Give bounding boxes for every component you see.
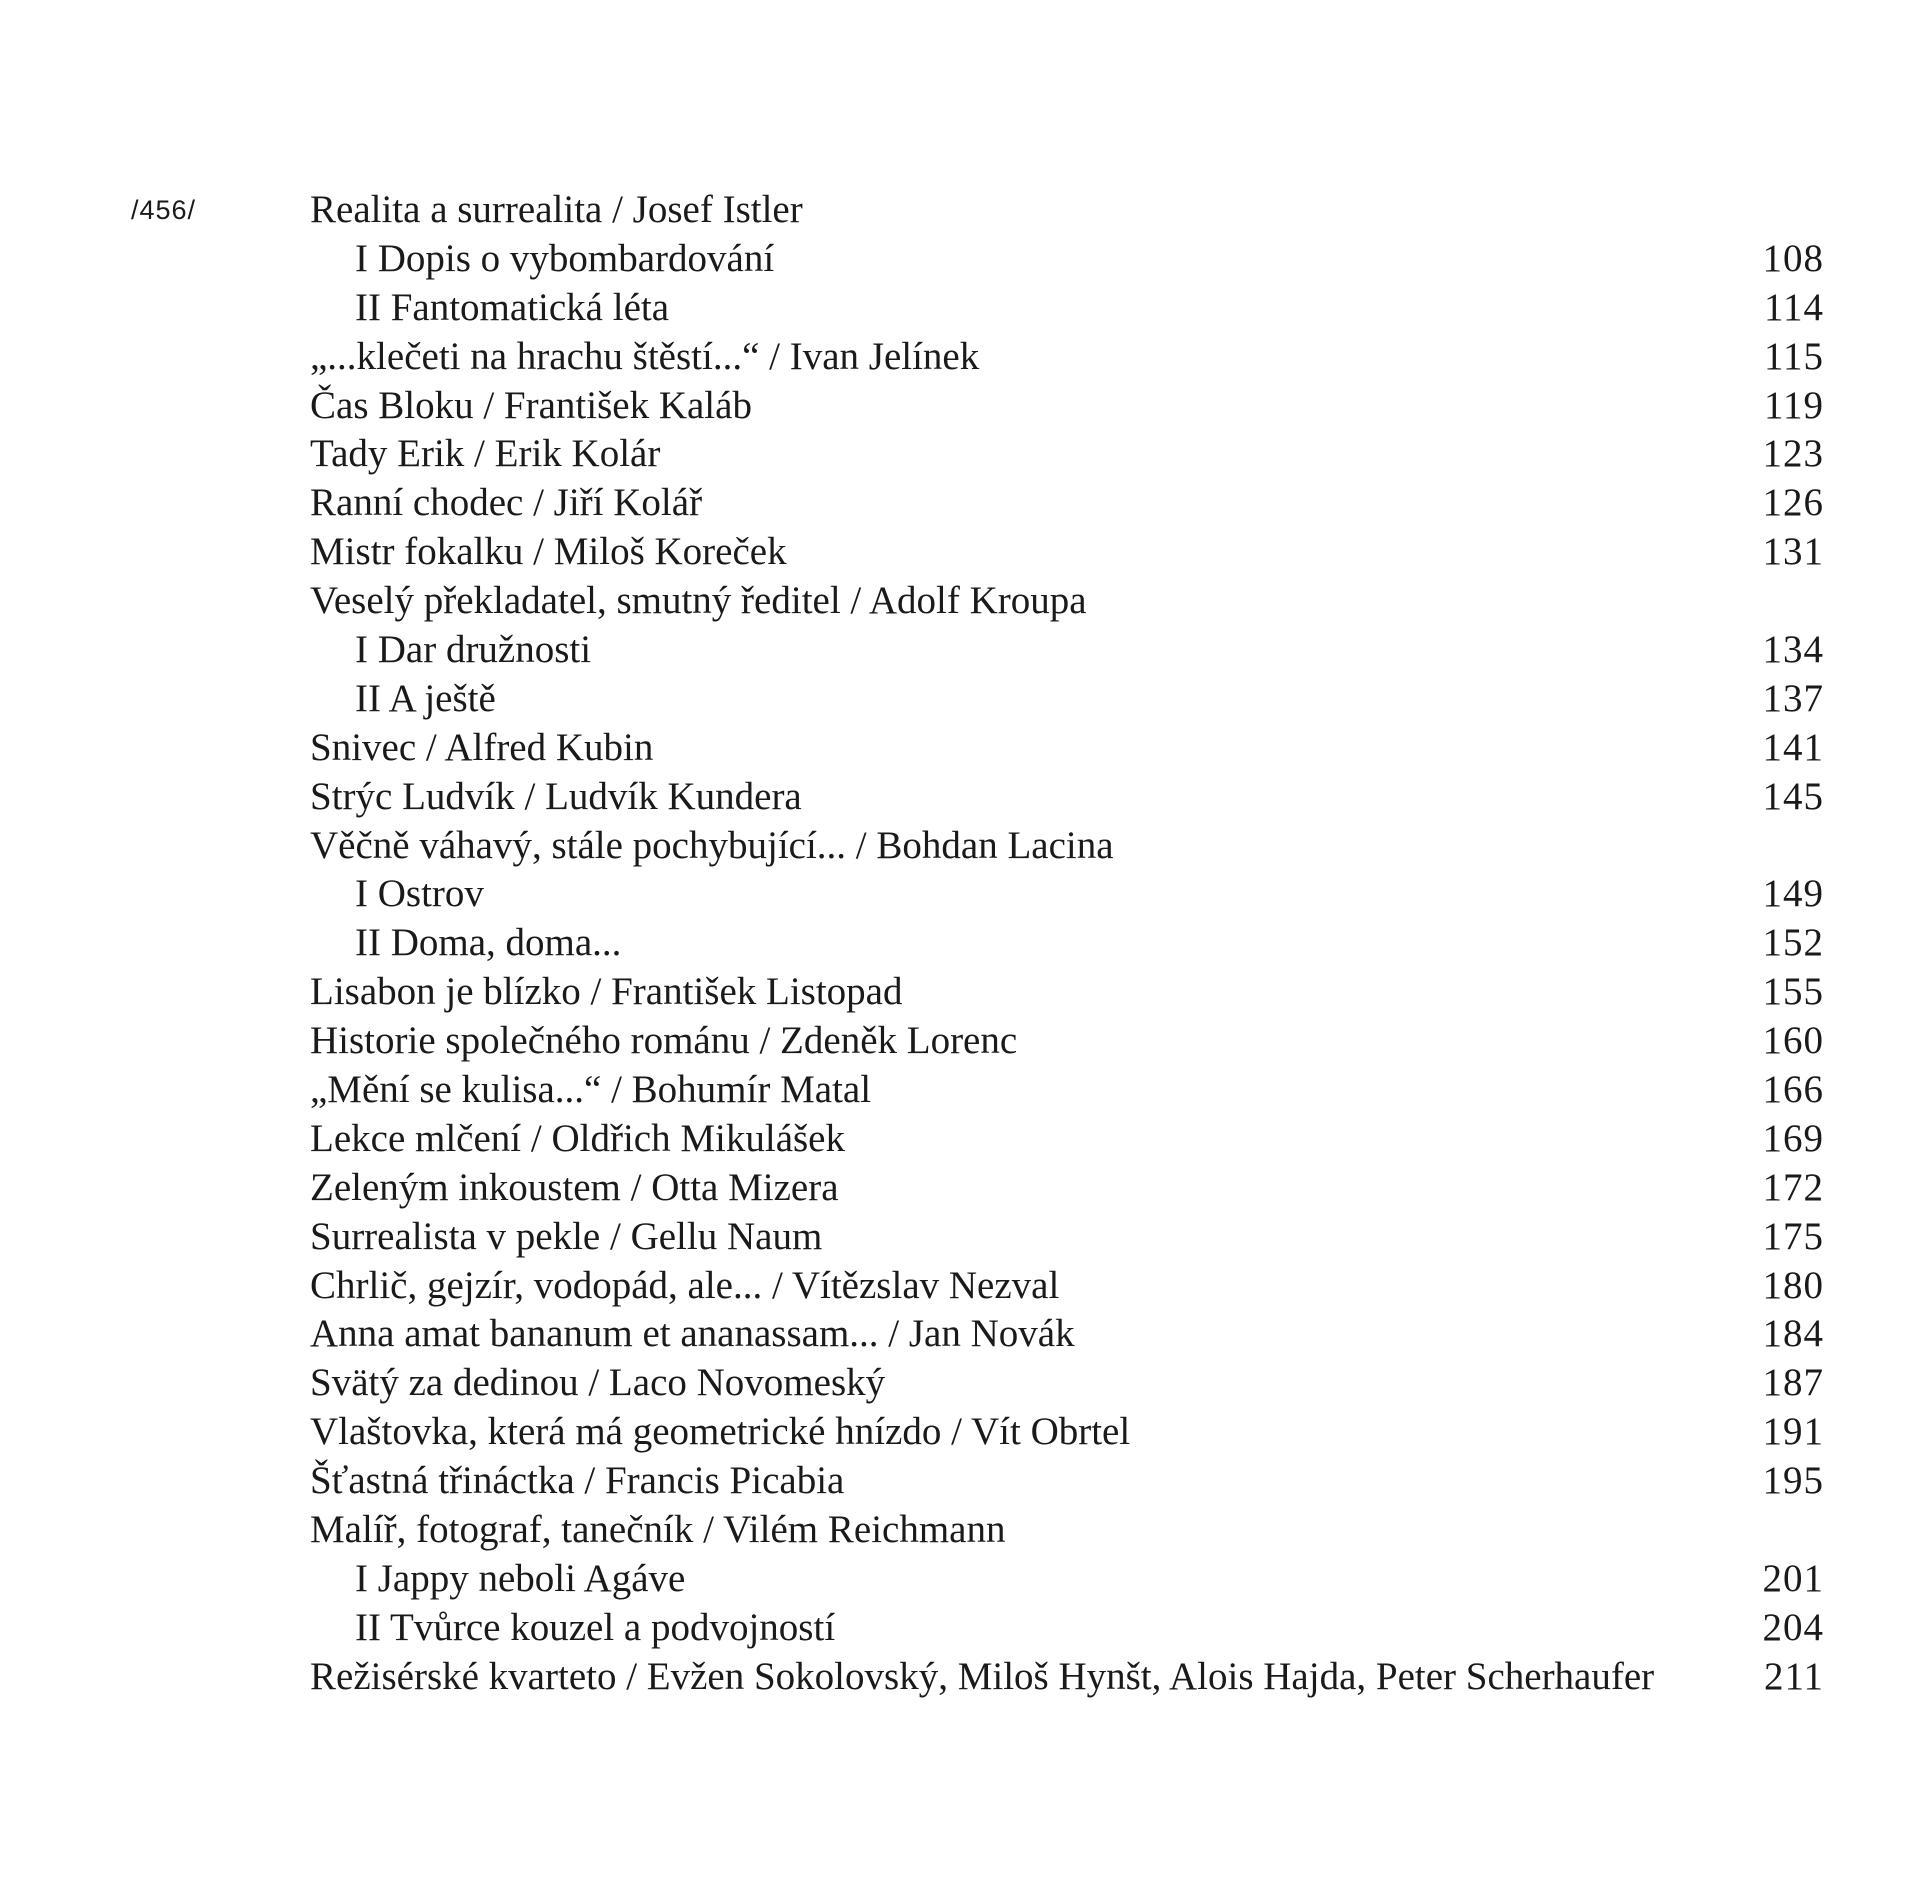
toc-entry-title: Realita a surrealita / Josef Istler [310,188,803,231]
toc-entry-page: 152 [1762,921,1824,965]
toc-entry [310,1408,1824,1457]
toc-entry-title: Režisérské kvarteto / Evžen Sokolovský, Miloš Hynšt, Alois Hajda, Peter Scherhaufer [310,1654,1655,1698]
toc-entry-title: Surrealista v pekle / Gellu Naum [310,1214,823,1258]
toc-entry-page: 123 [1762,432,1824,476]
toc-subentry [310,626,1824,675]
toc-entry [310,333,1824,382]
toc-entry-page: 201 [1762,1556,1824,1600]
toc-subentry [310,919,1824,968]
toc-entry [310,430,1824,479]
toc-subentry [310,284,1824,333]
toc-entry-page: 172 [1762,1165,1824,1209]
toc-entry-title: „...klečeti na hrachu štěstí...“ / Ivan Jelínek [310,334,980,378]
toc-entry-title: Zeleným inkoustem / Otta Mizera [310,1165,839,1209]
toc-entry [310,382,1824,431]
toc-entry [310,968,1824,1017]
toc-subentry [310,1604,1824,1653]
toc-entry-title: Věčně váhavý, stále pochybující... / Bohdan Lacina [310,823,1114,867]
toc-entry-page: 184 [1762,1312,1824,1356]
toc-entry-title: Vlaštovka, která má geometrické hnízdo / Vít Obrtel [310,1410,1131,1454]
toc-entry-page: 191 [1762,1410,1824,1454]
toc-entry-title: Lekce mlčení / Oldřich Mikulášek [310,1116,845,1160]
toc-entry-page: 115 [1763,334,1824,378]
toc-entry [310,822,1824,871]
toc-entry-title: Čas Bloku / František Kaláb [310,383,752,427]
toc-entry [310,724,1824,773]
toc-entry-title: Strýc Ludvík / Ludvík Kundera [310,774,802,818]
toc-entry-page: 195 [1762,1459,1824,1503]
toc-entry-page: 160 [1762,1019,1824,1063]
toc-entry [310,1164,1824,1213]
toc-entry-title: Tady Erik / Erik Kolár [310,432,661,476]
toc-subentry [310,870,1824,919]
toc-entry [310,1262,1824,1311]
toc-entry-title: Svätý za dedinou / Laco Novomeský [310,1361,886,1405]
toc-entry-page: 187 [1762,1361,1824,1405]
toc-entry [310,479,1824,528]
toc-entry-title: „Mění se kulisa...“ / Bohumír Matal [310,1068,872,1112]
toc-entry [310,1457,1824,1506]
toc-entry-title: Šťastná třináctka / Francis Picabia [310,1459,845,1503]
toc-entry-page: 131 [1762,530,1824,574]
toc-entry [310,1506,1824,1555]
toc-entry-title: I Dopis o vybombardování [355,236,775,280]
toc-entry-page: 119 [1763,383,1824,427]
toc-entry-page: 126 [1762,481,1824,525]
toc-entry-title: I Ostrov [355,872,484,916]
toc-entry-title: Malíř, fotograf, tanečník / Vilém Reichmann [310,1508,1006,1552]
toc-entry-page: 134 [1762,628,1824,672]
toc-entry [310,577,1824,626]
toc-entry [310,186,1824,235]
toc-entry-title: II A ještě [355,676,496,720]
toc-entry-title: Veselý překladatel, smutný ředitel / Adolf Kroupa [310,579,1087,623]
toc-entry-title: Lisabon je blízko / František Listopad [310,970,903,1014]
toc-entry-title: I Dar družnosti [355,628,592,672]
toc-entry-title: Snivec / Alfred Kubin [310,725,654,769]
toc-entry [310,1066,1824,1115]
toc-entry [310,1213,1824,1262]
toc-entry-page: 108 [1762,236,1824,280]
toc-entry-title: Ranní chodec / Jiří Kolář [310,481,703,525]
toc-entry-page: 180 [1762,1263,1824,1307]
toc-entry-title: II Tvůrce kouzel a podvojností [355,1605,836,1649]
toc-entry-title: Anna amat bananum et ananassam... / Jan Novák [310,1312,1075,1356]
toc-entry-page: 145 [1762,774,1824,818]
toc-entry-title: Chrlič, gejzír, vodopád, ale... / Vítězslav Nezval [310,1263,1060,1307]
toc-entry [310,1017,1824,1066]
toc-entry [310,773,1824,822]
toc-subentry [310,235,1824,284]
table-of-contents [310,186,1824,1702]
toc-entry [310,528,1824,577]
toc-entry-title: Mistr fokalku / Miloš Koreček [310,530,787,574]
toc-subentry [310,1555,1824,1604]
toc-entry-page: 149 [1762,872,1824,916]
page-number: /456/ [131,195,197,225]
toc-entry-page: 141 [1762,725,1824,769]
toc-entry-page: 137 [1762,676,1824,720]
toc-entry [310,1310,1824,1359]
toc-entry-page: 169 [1762,1116,1824,1160]
toc-entry-page: 114 [1763,285,1824,329]
toc-entry [310,1359,1824,1408]
toc-entry-page: 204 [1762,1605,1824,1649]
toc-entry [310,1115,1824,1164]
toc-entry-page: 175 [1762,1214,1824,1258]
toc-entry-page: 166 [1762,1068,1824,1112]
toc-entry-title: II Fantomatická léta [355,285,670,329]
toc-entry [310,1653,1824,1702]
toc-entry-title: Historie společného románu / Zdeněk Lorenc [310,1019,1018,1063]
toc-entry-page: 211 [1763,1654,1824,1698]
toc-subentry [310,675,1824,724]
toc-entry-page: 155 [1762,970,1824,1014]
toc-entry-title: I Jappy neboli Agáve [355,1556,686,1600]
toc-entry-title: II Doma, doma... [355,921,622,965]
